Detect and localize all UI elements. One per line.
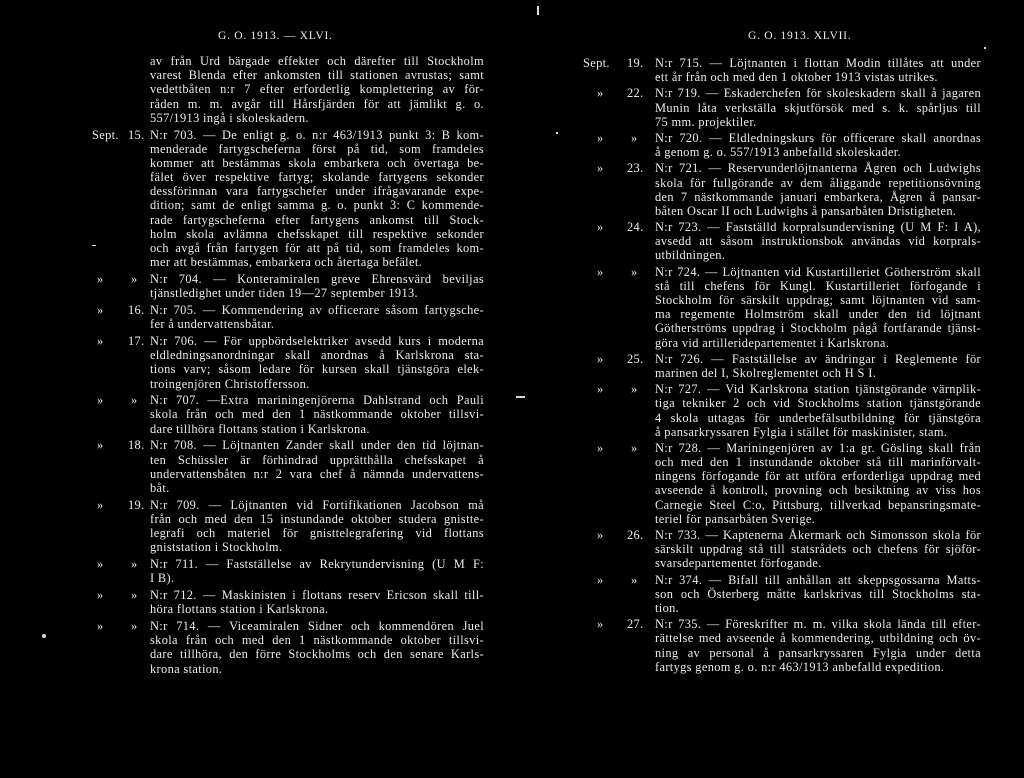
entry-text (655, 382, 981, 439)
entry-month: » (97, 497, 104, 512)
entry-text (150, 498, 484, 555)
text-line: skola för fullgörande av dem åliggande repetitionsövning (655, 175, 981, 190)
text-line: tions varv; såsom ledare för kursen skall tjänstgöra elek- (150, 362, 484, 377)
left-page-body (92, 54, 484, 676)
order-entry (583, 131, 981, 159)
order-entry (92, 438, 484, 495)
text-line: N:r 703. — De enligt g. o. n:r 463/1913 punkt 3: B kom- (150, 127, 484, 142)
entry-text (150, 334, 484, 391)
entry-day: 25. (627, 351, 644, 366)
scan-speck (537, 6, 539, 15)
entry-text (150, 588, 484, 616)
text-line: N:r 374. — Bifall till anhållan att skeppsgossarna Matts- (655, 572, 981, 587)
entry-text (150, 303, 484, 331)
text-line: Götherströms uppdrag i Stockholm pågå fortfarande tjänst- (655, 321, 981, 336)
text-line: mer att bestämmas, embarkera och återtaga befälet. (150, 255, 423, 270)
entry-month: » (97, 393, 104, 408)
text-line: tjänstledighet under tiden 19—27 september 1913. (150, 286, 419, 301)
entry-day: » (131, 588, 138, 603)
entry-text (655, 573, 981, 616)
text-line: N:r 712. — Maskinisten i flottans reserv Ericson skall till- (150, 588, 484, 603)
text-line: N:r 704. — Konteramiralen greve Ehrensvärd beviljas (150, 272, 484, 286)
entry-text (150, 619, 484, 676)
entry-day: 18. (128, 438, 145, 453)
text-line: ning av personal å pansarkryssaren Fylgia under detta (655, 645, 981, 660)
entry-month: » (597, 382, 604, 397)
text-line: dessförinnan vara fartygschefer under ifrågavarande expe- (150, 184, 484, 199)
text-line: av från Urd bärgade effekter och därefter till Stockholm (150, 54, 484, 68)
text-line: fer å undervattensbåtar. (150, 317, 275, 332)
entry-month: » (97, 588, 104, 603)
entry-text (655, 528, 981, 571)
order-entry (583, 352, 981, 380)
entry-month: » (597, 572, 604, 587)
text-line: rade fartygscheferna efter fartygens ankomst till Stock- (150, 212, 484, 227)
text-line: kommer att bestämmas skola embarkera och övertaga be- (150, 155, 484, 170)
text-line: N:r 705. — Kommendering av officerare såsom fartygsche- (150, 302, 484, 317)
order-entry (92, 128, 484, 270)
text-line: menderade fartygscheferna först på tid, som framdeles (150, 141, 484, 156)
text-line: å genom g. o. 557/1913 anbefalld skoleskader. (655, 145, 901, 160)
text-line: N:r 728. — Mariningenjören av 1:a gr. Gösling skall från (655, 440, 981, 455)
entry-day: 19. (128, 497, 145, 512)
entry-day: 19. (627, 56, 644, 70)
entry-month: » (597, 161, 604, 176)
entry-month: » (97, 438, 104, 453)
text-line: I B). (150, 571, 175, 586)
entry-day: 17. (128, 333, 145, 348)
text-line: å pansarkryssaren Fylgia i stället för maskinister, stam. (655, 424, 948, 439)
text-line: eldledningsanordningar skall anordnas å Karlskrona sta- (150, 348, 484, 363)
text-line: N:r 719. — Eskaderchefen för skoleskadern skall å jagaren (655, 86, 981, 101)
order-entry (583, 573, 981, 616)
text-line: N:r 723. — Fastställd korpralsundervisning (U M F: I A), (655, 220, 981, 235)
order-entry (583, 265, 981, 350)
entry-text (655, 617, 981, 674)
entry-text (150, 438, 484, 495)
text-line: gniststation i Stockholm. (150, 540, 283, 555)
entry-day: 23. (627, 161, 644, 176)
entry-month: » (97, 302, 104, 317)
text-line: dition; samt de enligt samma g. o. punkt 3: C kommende- (150, 198, 484, 213)
entry-day: 26. (627, 528, 644, 542)
entry-month: » (597, 130, 604, 145)
entry-month: » (97, 619, 104, 634)
page-header: G. O. 1913. — XLVI. (218, 29, 333, 42)
text-line: skola från och med den 1 nästkommande oktober tillsvi- (150, 633, 484, 648)
text-line: ett år från och med den 1 oktober 1913 vistas utrikes. (655, 70, 938, 85)
text-line: N:r 708. — Löjtnanten Zander skall under den tid löjtnan- (150, 438, 484, 453)
entry-month: » (597, 264, 604, 279)
entry-month: » (597, 440, 604, 455)
text-line: ningens förfogande för att utföra erforderliga uppdrag med (655, 469, 981, 484)
text-line: undervattensbåten n:r 2 vara chef å nämnda undervattens- (150, 466, 484, 481)
text-line: båt. (150, 481, 170, 495)
text-line: N:r 714. — Viceamiralen Sidner och kommendören Juel (150, 619, 484, 634)
text-line: son och Österberg måtte karlskrivas till Stockholms sta- (655, 586, 981, 601)
entry-day: » (631, 572, 638, 587)
text-line: avseende å kontroll, provning och besiktning av viss hos (655, 483, 981, 498)
text-line: N:r 726. — Fastställelse av ändringar i Reglemente för (655, 351, 981, 366)
entry-day: » (131, 393, 138, 408)
text-line: N:r 711. — Fastställelse av Rekrytundervisning (U M F: (150, 557, 484, 572)
entry-day: 15. (128, 127, 145, 142)
entry-day: 24. (627, 220, 644, 235)
order-entry (92, 498, 484, 555)
text-line: båten Oscar II och Ludwighs å pansarbåten Dristigheten. (655, 203, 957, 218)
entry-text (150, 54, 484, 125)
order-entry (92, 303, 484, 331)
entry-month: » (597, 86, 604, 101)
entry-day: 22. (627, 86, 644, 101)
entry-text (655, 56, 981, 84)
order-entry (583, 56, 981, 84)
entry-text (150, 272, 484, 300)
text-line: N:r 720. — Eldledningskurs för officerare skall anordnas (655, 130, 981, 145)
text-line: rättelse med avseende å kommendering, utbildning och öv- (655, 631, 981, 646)
order-entry (92, 334, 484, 391)
entry-day: » (631, 264, 638, 279)
text-line: varest Blenda efter ankomsten till stationen avrustas; samt (150, 68, 484, 83)
text-line: göra vid artilleridepartementet i Karlskrona. (655, 335, 890, 350)
order-entry (92, 588, 484, 616)
text-line: legrafi och materiel för gnisttelegrafering vid flottans (150, 526, 484, 541)
text-line: teriel för pansarbåten Sverige. (655, 511, 816, 526)
text-line: svarsdepartementet förfogande. (655, 556, 822, 571)
entry-day: 27. (627, 617, 644, 632)
text-line: avsedd att såsom instruktionsbok användas vid korprals- (655, 234, 981, 249)
entry-day: » (131, 557, 138, 572)
text-line: och avgå från fartygen för att på tid, som framdeles kom- (150, 241, 484, 256)
text-line: vedettbåten n:r 7 efter erforderlig komplettering av för- (150, 82, 484, 97)
entry-day: » (631, 382, 638, 397)
entry-month: » (97, 272, 104, 286)
order-entry (583, 220, 981, 263)
text-line: dare tillhöra flottans station i Karlskrona. (150, 421, 370, 436)
text-line: skola från och med den 1 nästkommande oktober tillsvi- (150, 407, 484, 422)
entry-month: » (97, 333, 104, 348)
entry-day: » (131, 272, 138, 286)
text-line: från och med den 15 instundande oktober studera gnistte- (150, 511, 484, 526)
entry-text (655, 265, 981, 350)
order-entry (583, 161, 981, 218)
text-line: särskilt uppdrag stå till statsrådets och chefens för sjöför- (655, 542, 981, 557)
entry-month: » (597, 528, 604, 542)
entry-text (655, 352, 981, 380)
order-entry (92, 54, 484, 125)
order-entry (583, 617, 981, 674)
text-line: N:r 727. — Vid Karlskrona station tjänstgörande värnplik- (655, 382, 981, 397)
entry-day: » (131, 619, 138, 634)
text-line: Stockholm för särskilt uppdrag; samt löjtnanten vid sam- (655, 293, 981, 307)
entry-text (655, 220, 981, 263)
entry-month: » (597, 617, 604, 632)
order-entry (583, 528, 981, 571)
entry-text (150, 393, 484, 436)
text-line: N:r 707. —Extra mariningenjörerna Dahlstrand och Pauli (150, 393, 484, 408)
scan-speck (42, 634, 46, 638)
entry-day: 16. (128, 302, 145, 317)
entry-month: » (597, 351, 604, 366)
text-line: holm skola avlämna chefsskapet till respektive sekonder (150, 226, 484, 241)
text-line: N:r 735. — Föreskrifter m. m. vilka skola lända till efter- (655, 617, 981, 632)
entry-text (150, 128, 484, 270)
right-page-body (583, 56, 981, 674)
entry-month: » (597, 220, 604, 235)
text-line: troingenjören Christoffersson. (150, 376, 310, 391)
text-line: tion. (655, 600, 680, 615)
scan-speck (556, 132, 558, 134)
order-entry (92, 619, 484, 676)
text-line: Carnegie Steel C:o, Pittsburg, tillverkad bepansringsmate- (655, 497, 981, 512)
order-entry (92, 272, 484, 300)
text-line: den 7 nästkommande januari embarkera, Ågren å pansar- (655, 189, 981, 204)
scan-speck (984, 47, 986, 49)
scan-speck (516, 396, 525, 398)
entry-text (655, 131, 981, 159)
text-line: dare tillhöra, den förre Stockholms och den senare Karls- (150, 647, 484, 662)
text-line: N:r 709. — Löjtnanten vid Fortifikationen Jacobson må (150, 497, 484, 512)
order-entry (583, 441, 981, 526)
text-line: ten Schüssler är förhindrad upprätthålla chefsskapet å (150, 452, 484, 467)
entry-day: » (631, 440, 638, 455)
scan-speck (92, 245, 96, 246)
entry-month: Sept. (92, 127, 119, 142)
order-entry (92, 393, 484, 436)
entry-month: » (97, 557, 104, 572)
page-header: G. O. 1913. XLVII. (748, 29, 852, 42)
text-line: fälet över respektive fartyg; skolande fartygens sekonder (150, 170, 484, 185)
text-line: N:r 715. — Löjtnanten i flottan Modin tillåtes att under (655, 56, 981, 70)
text-line: 75 mm. projektiler. (655, 114, 757, 129)
text-line: 4 skola uttagas för underbefälsutbildning för tjänstgöra (655, 410, 981, 425)
text-line: stå till chefens för Kungl. Kustartilleriet förfogande i (655, 278, 981, 293)
text-line: råden m. m. avgår till Hårsfjärden för att jämlikt g. o. (150, 96, 484, 111)
text-line: marinen del I, Skolreglementet och H S I. (655, 365, 877, 380)
entry-month: Sept. (583, 56, 610, 70)
entry-day: » (631, 130, 638, 145)
order-entry (92, 557, 484, 585)
text-line: och med den 1 instundande oktober stå till marinförvalt- (655, 455, 981, 470)
text-line: N:r 733. — Kaptenerna Åkermark och Simonsson skola för (655, 528, 981, 542)
entry-text (150, 557, 484, 585)
text-line: ma regemente Holmström skall under den tid löjtnant (655, 307, 981, 322)
text-line: höra flottans station i Karlskrona. (150, 602, 329, 617)
text-line: fartygs genom g. o. n:r 463/1913 anbefalld expedition. (655, 659, 945, 674)
text-line: N:r 706. — För uppbördselektriker avsedd kurs i moderna (150, 333, 484, 348)
text-line: utbildningen. (655, 248, 726, 263)
text-line: N:r 721. — Reservunderlöjtnanterna Ågren och Ludwighs (655, 161, 981, 176)
order-entry (583, 86, 981, 129)
entry-text (655, 86, 981, 129)
order-entry (583, 382, 981, 439)
text-line: Munin låta verkställa skjutförsök med s. k. spårljus till (655, 100, 981, 115)
text-line: N:r 724. — Löjtnanten vid Kustartilleriet Götherström skall (655, 264, 981, 279)
text-line: 557/1913 ingå i skoleskadern. (150, 110, 309, 125)
entry-text (655, 161, 981, 218)
entry-text (655, 441, 981, 526)
text-line: krona station. (150, 661, 223, 676)
text-line: tiga tekniker 2 och vid Stockholms station tjänstgörande (655, 396, 981, 411)
